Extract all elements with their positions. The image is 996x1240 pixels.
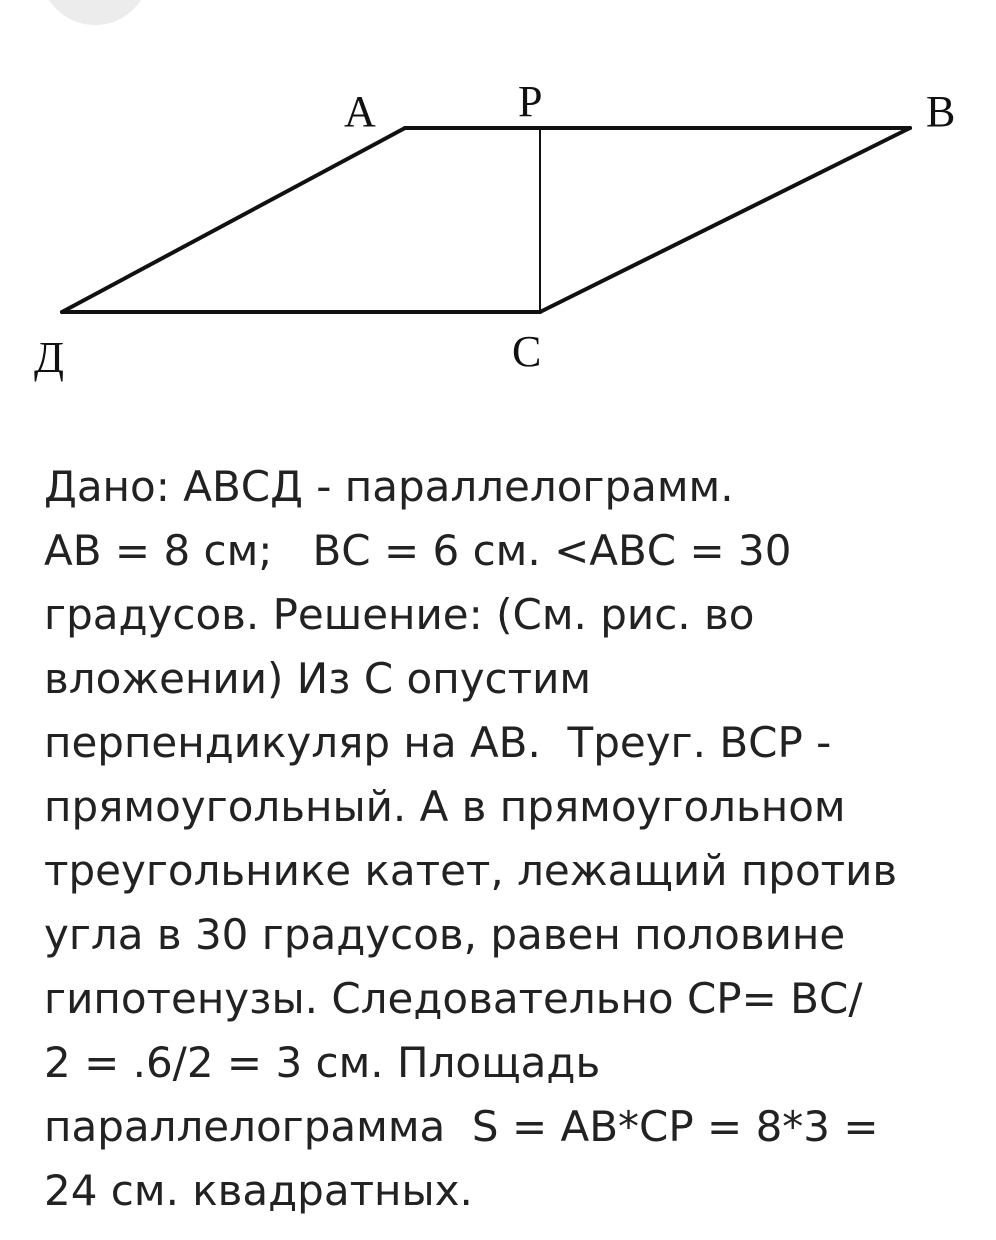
solution-line: 2 = .6/2 = 3 см. Площадь [44,1038,601,1087]
solution-line: Дано: АВСД - параллелограмм. [44,462,734,511]
solution-line: вложении) Из С опустим [44,654,592,703]
solution-line: 24 см. квадратных. [44,1166,473,1215]
vertex-label-d: Д [34,333,65,382]
solution-text [44,455,979,1223]
solution-line: угла в 30 градусов, равен половине [44,910,846,959]
vertex-label-c: C [512,327,542,376]
solution-line: перпендикуляр на АВ. Треуг. ВСР - [44,718,832,767]
vertex-label-b: B [926,87,956,136]
solution-line: прямоугольный. А в прямоугольном [44,782,846,831]
parallelogram-diagram [0,0,996,400]
side-bc [540,128,910,312]
solution-line: треугольнике катет, лежащий против [44,846,898,895]
solution-line: градусов. Решение: (См. рис. во [44,590,755,639]
solution-line: параллелограмма S = АВ*СР = 8*3 = [44,1102,879,1151]
solution-line: гипотенузы. Следовательно СР= ВС/ [44,974,863,1023]
side-da [62,128,405,312]
vertex-label-a: A [344,87,376,136]
parallelogram-shape [62,128,910,312]
vertex-label-p: P [518,77,543,126]
solution-line: АВ = 8 см; ВС = 6 см. <АВС = 30 [44,526,792,575]
